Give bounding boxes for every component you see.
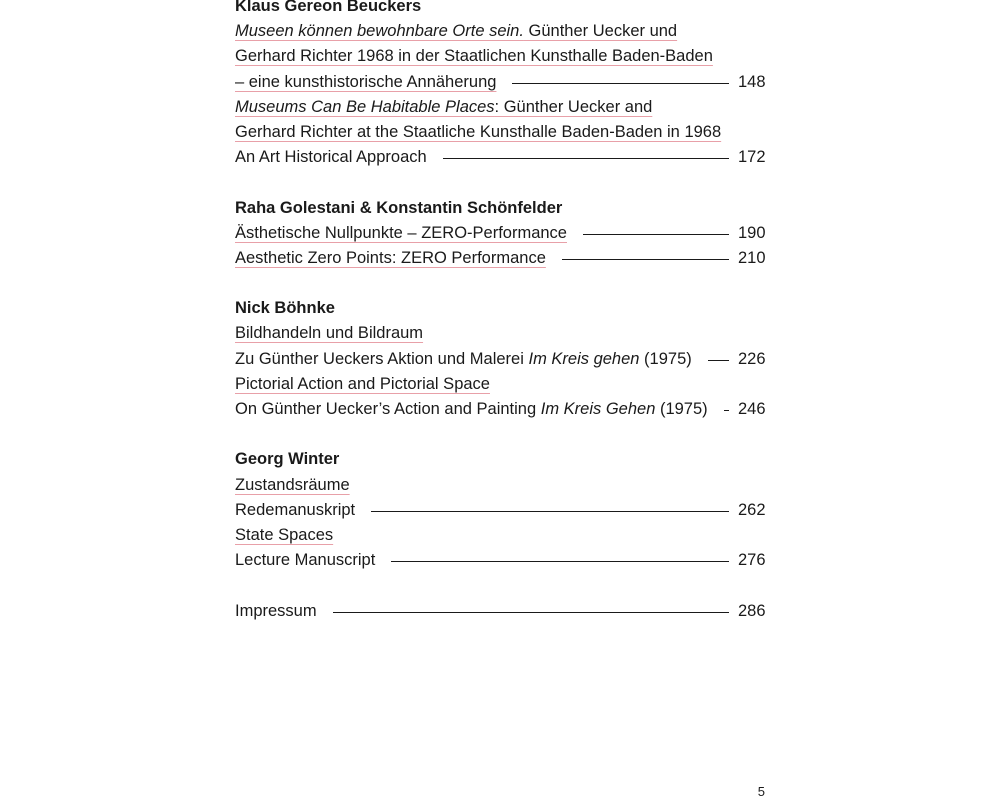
toc-line	[235, 473, 765, 498]
dot-leader	[708, 360, 729, 361]
page-number: 246	[738, 400, 766, 418]
entry-title: Impressum	[235, 601, 317, 620]
dot-leader	[724, 410, 729, 411]
author-name: Georg Winter	[235, 450, 340, 469]
page-number: 286	[738, 601, 766, 620]
toc-line	[235, 19, 765, 44]
dot-leader	[583, 234, 729, 235]
folio-page-number: 5	[757, 784, 765, 799]
dot-leader	[562, 259, 729, 260]
entry-title[interactable]: Gerhard Richter 1968 in der Staatlichen Kunsthalle Baden-Baden	[235, 47, 713, 66]
entry-title[interactable]: Pictorial Action and Pictorial Space	[235, 374, 490, 393]
entry-title[interactable]: Ästhetische Nullpunkte – ZERO-Performance	[235, 223, 567, 242]
page-number: 276	[738, 551, 766, 570]
toc-line	[235, 120, 765, 145]
dot-leader	[371, 511, 729, 512]
dot-leader	[443, 158, 729, 159]
author-name: Nick Böhnke	[235, 299, 335, 318]
toc-entry	[235, 599, 765, 624]
toc-line	[235, 95, 765, 120]
entry-title[interactable]: Gerhard Richter at the Staatliche Kunsthalle Baden-Baden in 1968	[235, 122, 722, 141]
entry-title[interactable]: Aesthetic Zero Points: ZERO Performance	[235, 248, 546, 267]
page-number: 190	[738, 223, 766, 242]
entry-subtitle: An Art Historical Approach	[235, 148, 427, 167]
page-number: 210	[738, 248, 766, 267]
dot-leader	[391, 561, 729, 562]
table-of-contents	[235, 0, 765, 624]
dot-leader	[512, 83, 729, 84]
page-number: 148	[738, 72, 766, 91]
entry-title[interactable]: Bildhandeln und Bildraum	[235, 324, 424, 343]
dot-leader	[333, 612, 729, 613]
toc-line	[235, 372, 765, 397]
entry-title[interactable]: Zustandsräume	[235, 475, 350, 494]
toc-entry	[235, 397, 765, 422]
entry-subtitle: Lecture Manuscript	[235, 551, 376, 570]
toc-line	[235, 321, 765, 346]
toc-line	[235, 44, 765, 69]
author-name: Raha Golestani & Konstantin Schönfelder	[235, 198, 563, 217]
toc-entry	[235, 548, 765, 573]
toc-entry	[235, 246, 765, 271]
entry-subtitle: Zu Günther Ueckers Aktion und Malerei Im Kreis gehen (1975)	[235, 349, 692, 368]
toc-entry	[235, 221, 765, 246]
entry-subtitle: On Günther Uecker’s Action and Painting Im Kreis Gehen (1975)	[235, 400, 708, 418]
entry-title[interactable]: Museen können bewohnbare Orte sein. Günther Uecker und	[235, 22, 678, 41]
author-name: Klaus Gereon Beuckers	[235, 0, 422, 15]
toc-entry	[235, 347, 765, 372]
toc-entry	[235, 70, 765, 95]
entry-subtitle: Redemanuskript	[235, 500, 356, 519]
toc-entry	[235, 498, 765, 523]
entry-title[interactable]: Museums Can Be Habitable Places: Günther Uecker and	[235, 97, 653, 116]
entry-title[interactable]: – eine kunsthistorische Annäherung	[235, 72, 497, 91]
toc-line	[235, 523, 765, 548]
page-number: 262	[738, 500, 766, 519]
page-number: 226	[738, 349, 766, 368]
page-number: 172	[738, 148, 766, 167]
toc-entry	[235, 145, 765, 170]
entry-title[interactable]: State Spaces	[235, 525, 334, 544]
